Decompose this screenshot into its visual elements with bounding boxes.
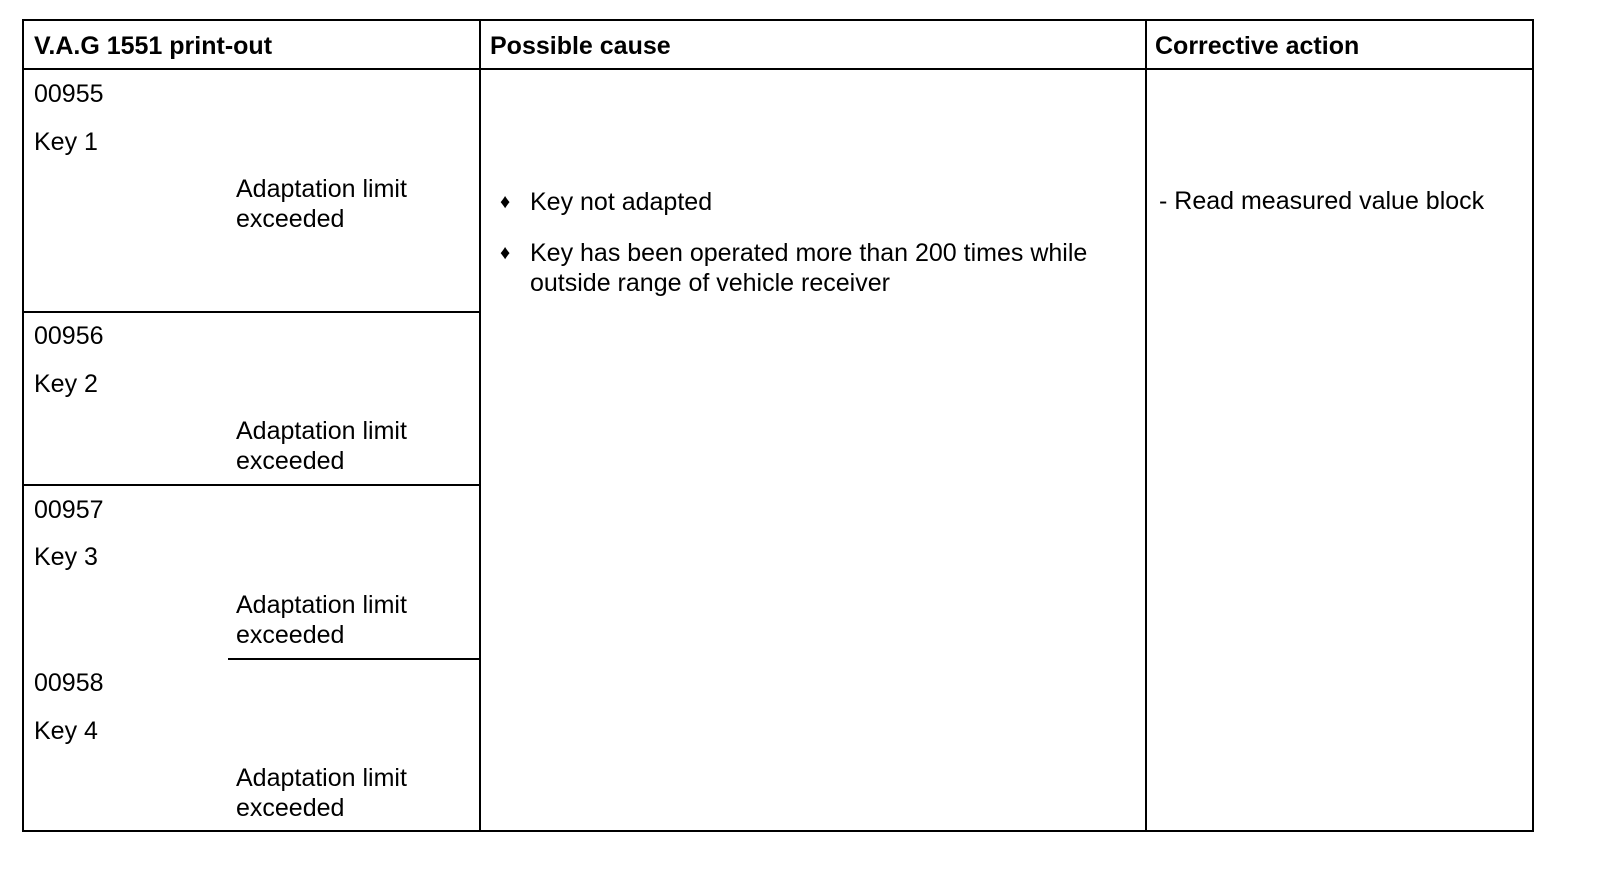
fault-table	[22, 19, 1534, 832]
fault-code: 00956	[34, 322, 104, 350]
row-divider	[228, 658, 480, 660]
header-printout: V.A.G 1551 print-out	[34, 32, 273, 60]
row-divider	[24, 484, 480, 486]
cause-text: Key not adapted	[530, 188, 713, 216]
fault-description: Adaptation limit exceeded	[236, 175, 407, 233]
cause-text: Key has been operated more than 200 times while outside range of vehicle receiver	[530, 239, 1088, 297]
fault-code: 00958	[34, 669, 104, 697]
cause-item	[500, 238, 1090, 298]
fault-description: Adaptation limit exceeded	[236, 591, 407, 649]
fault-key: Key 1	[34, 128, 98, 156]
fault-code: 00957	[34, 496, 104, 524]
header-cause: Possible cause	[490, 32, 671, 60]
fault-key: Key 4	[34, 717, 98, 745]
action-text: - Read measured value block	[1159, 187, 1485, 215]
cause-item	[500, 187, 1090, 217]
fault-description: Adaptation limit exceeded	[236, 764, 407, 822]
fault-code: 00955	[34, 80, 104, 108]
column-divider	[479, 21, 481, 830]
header-action: Corrective action	[1155, 32, 1360, 60]
row-divider	[24, 311, 480, 313]
header-divider	[24, 68, 1532, 70]
fault-key: Key 2	[34, 370, 98, 398]
fault-description: Adaptation limit exceeded	[236, 417, 407, 475]
column-divider	[1145, 21, 1147, 830]
diamond-bullet-icon: ♦	[500, 242, 511, 264]
fault-key: Key 3	[34, 543, 98, 571]
diamond-bullet-icon: ♦	[500, 191, 511, 213]
